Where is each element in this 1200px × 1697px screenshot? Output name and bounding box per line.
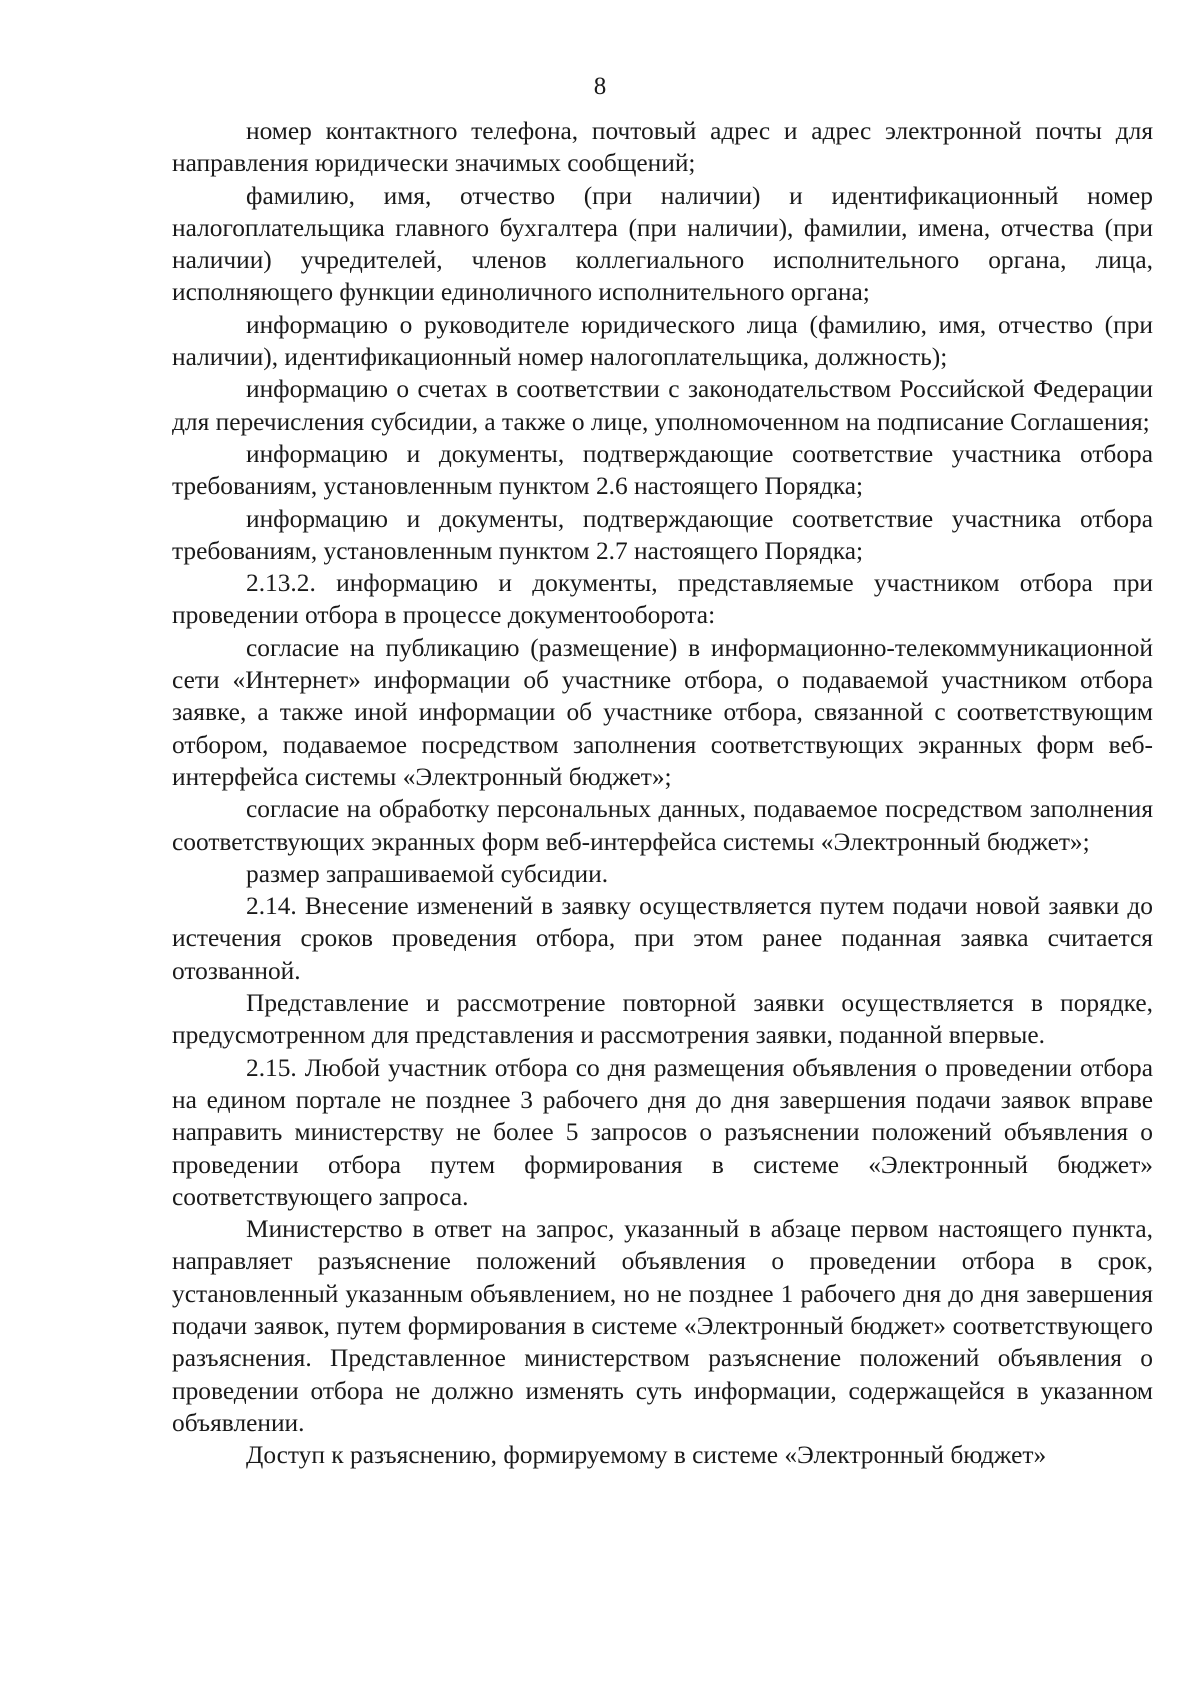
paragraph-accountant-founders: фамилию, имя, отчество (при наличии) и идентификационный номер налогоплательщика главного бухгалтера (при наличии), фамилии, имена, отчества (при наличии) учредителей, членов коллегиального исполнительного органа, лица, исполняющего функции единоличного исполнительного органа; (172, 181, 1153, 307)
paragraph-accounts-info: информацию о счетах в соответствии с законодательством Российской Федерации для перечисления субсидии, а также о лице, уполномоченном на подписание Соглашения; (172, 375, 1153, 436)
paragraph-2-15: 2.15. Любой участник отбора со дня размещения объявления о проведении отбора на едином портале не позднее 3 рабочего дня до дня завершения подачи заявок вправе направить министерству не более 5 запросов о разъяснении положений объявления о проведении отбора путем формирования в системе «Электронный бюджет» соответствующего запроса. (172, 1053, 1153, 1211)
paragraph-contact-info: номер контактного телефона, почтовый адрес и адрес электронной почты для направления юридически значимых сообщений; (172, 117, 1153, 178)
paragraph-requirements-2-6: информацию и документы, подтверждающие соответствие участника отбора требованиям, установленным пунктом 2.6 настоящего Порядка; (172, 439, 1153, 501)
paragraph-2-13-2: 2.13.2. информацию и документы, представляемые участником отбора при проведении отбора в процессе документооборота: (172, 569, 1153, 630)
paragraph-subsidy-amount: размер запрашиваемой субсидии. (246, 859, 609, 888)
paragraph-requirements-2-7: информацию и документы, подтверждающие соответствие участника отбора требованиям, установленным пунктом 2.7 настоящего Порядка; (172, 504, 1153, 565)
paragraph-personal-data-consent: согласие на обработку персональных данных, подаваемое посредством заполнения соответствующих экранных форм веб-интерфейса системы «Электронный бюджет»; (172, 795, 1153, 856)
paragraph-repeat-application: Представление и рассмотрение повторной заявки осуществляется в порядке, предусмотренном для представления и рассмотрения заявки, поданной впервые. (172, 989, 1153, 1050)
paragraph-access-clarification: Доступ к разъяснению, формируемому в системе «Электронный бюджет» (246, 1441, 1047, 1470)
paragraph-director-info: информацию о руководителе юридического лица (фамилию, имя, отчество (при наличии), идентификационный номер налогоплательщика, должность); (172, 310, 1153, 372)
document-body (172, 115, 1153, 1471)
paragraph-ministry-response: Министерство в ответ на запрос, указанный в абзаце первом настоящего пункта, направляет разъяснение положений объявления о проведении отбора в срок, установленный указанным объявлением, но не позднее 1 рабочего дня до дня завершения подачи заявок, путем формирования в системе «Электронный бюджет» соответствующего разъяснения. Представленное министерством разъяснение положений объявления о проведении отбора не должно изменять суть информации, содержащейся в указанном объявлении. (172, 1215, 1153, 1437)
page-number: 8 (593, 73, 607, 100)
paragraph-publication-consent: согласие на публикацию (размещение) в информационно-телекоммуникационной сети «Интернет» информации об участнике отбора, о подаваемой участником отбора заявке, а также иной информации об участнике отбора, связанной с соответствующим отбором, подаваемое посредством заполнения соответствующих экранных форм веб-интерфейса системы «Электронный бюджет»; (172, 633, 1153, 791)
paragraph-2-14: 2.14. Внесение изменений в заявку осуществляется путем подачи новой заявки до истечения сроков проведения отбора, при этом ранее поданная заявка считается отозванной. (172, 892, 1153, 985)
